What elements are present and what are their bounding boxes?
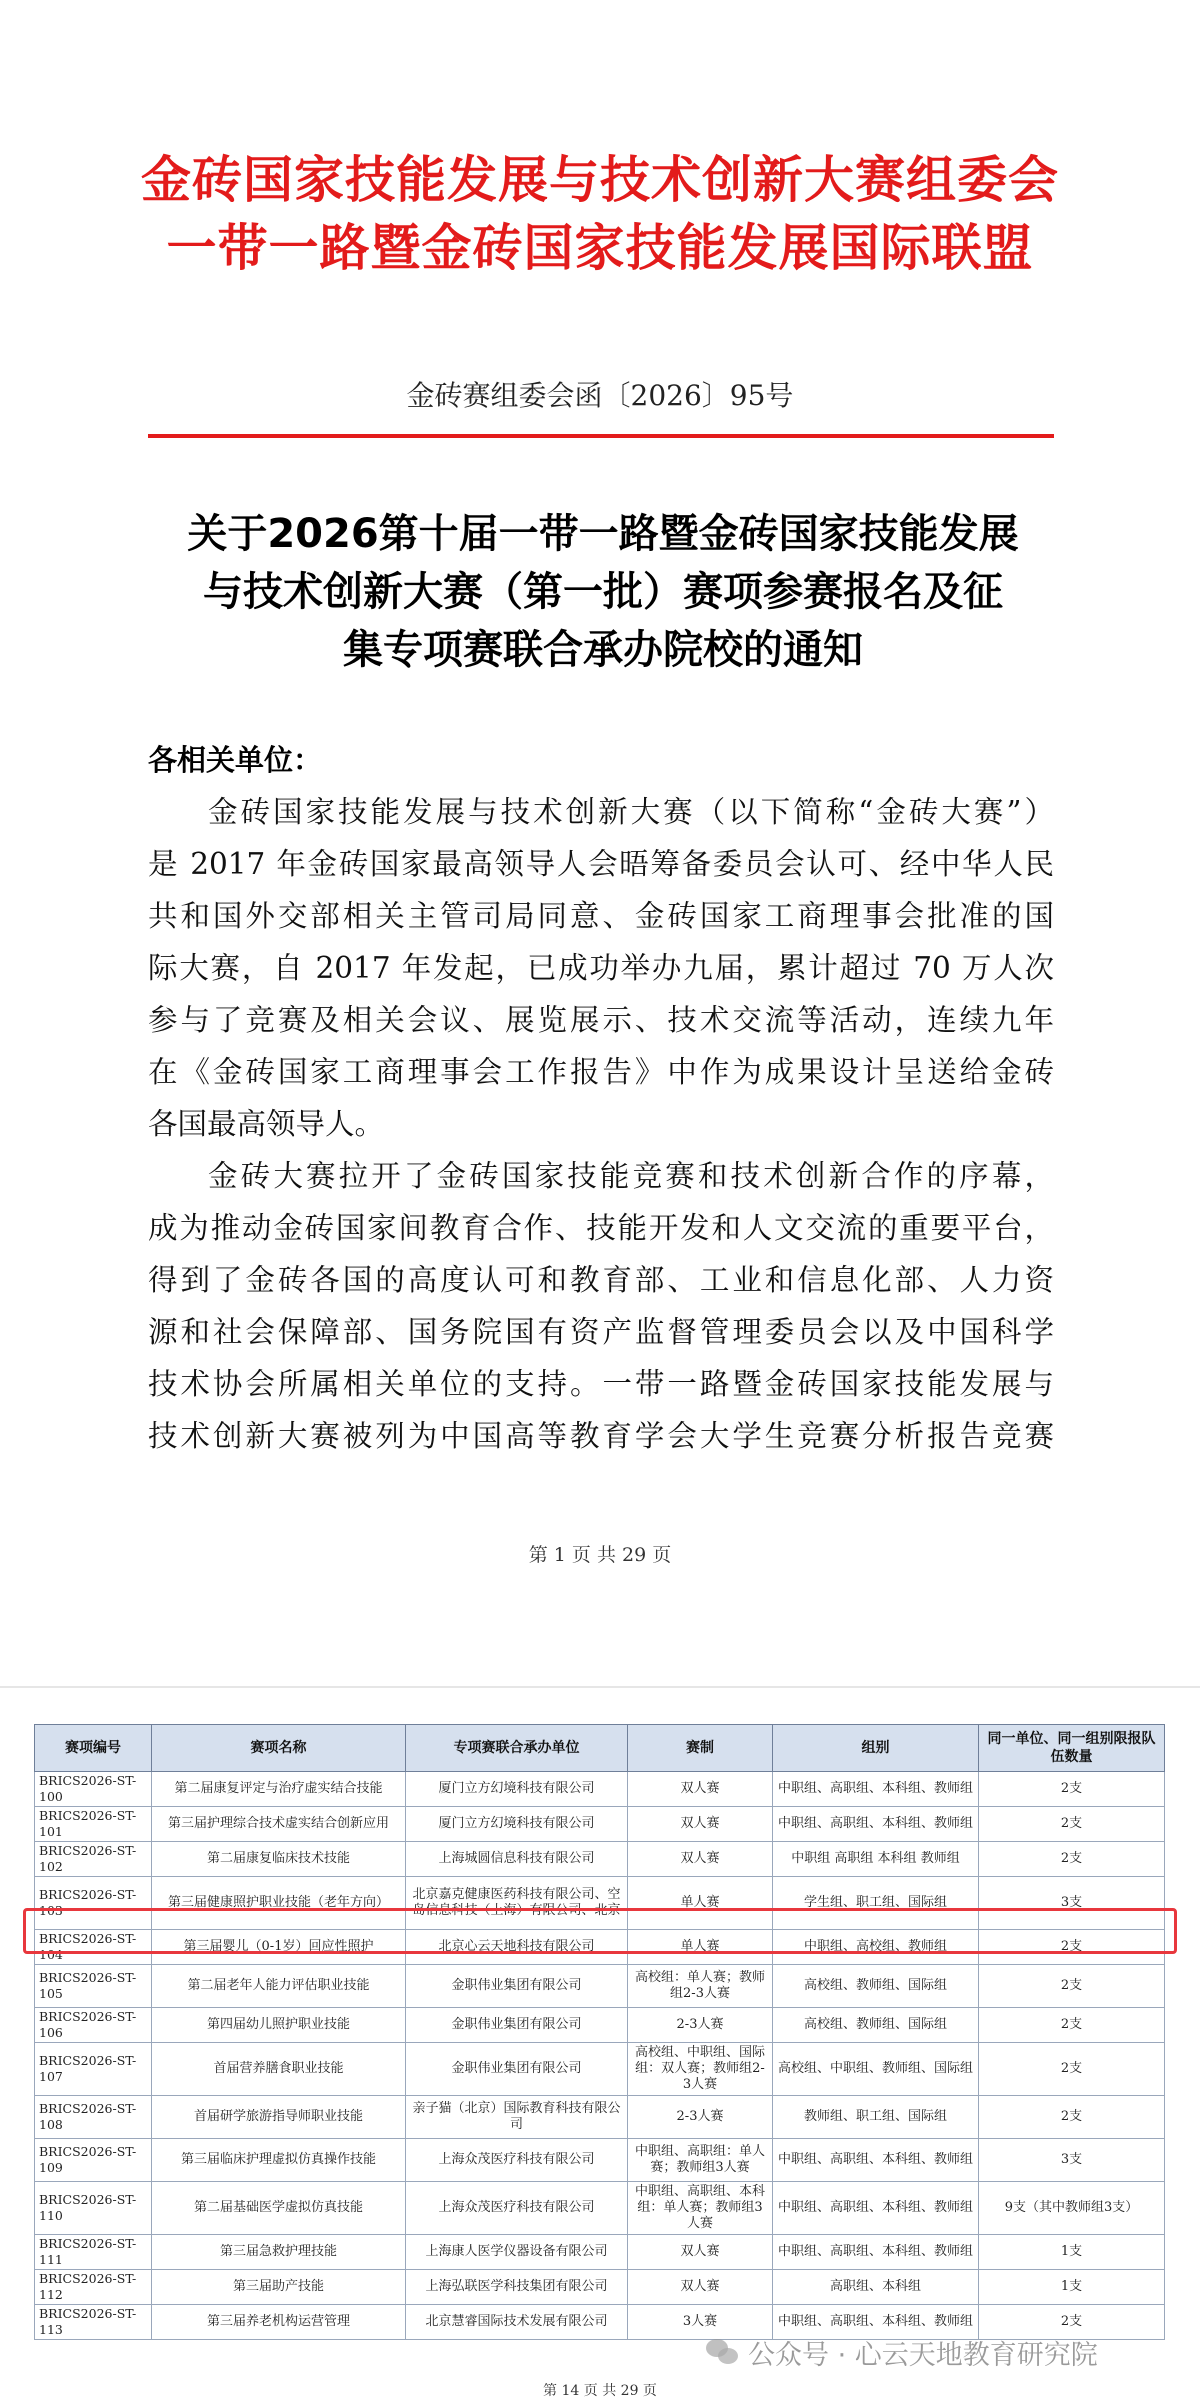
cell-quota: 2支 [979,1965,1165,2008]
table-row [35,2139,1165,2182]
cell-format: 中职组、高职组、本科组：单人赛；教师组3人赛 [628,2182,773,2235]
cell-name: 第二届基础医学虚拟仿真技能 [152,2182,406,2235]
cell-code: BRICS2026-ST-108 [35,2096,152,2139]
cell-quota: 1支 [979,2235,1165,2270]
body-line: 共和国外交部相关主管司局同意、金砖国家工商理事会批准的国 [148,899,1054,933]
cell-format: 中职组、高职组：单人赛；教师组3人赛 [628,2139,773,2182]
cell-name: 第二届康复评定与治疗虚实结合技能 [152,1772,406,1807]
cell-code: BRICS2026-ST-107 [35,2043,152,2096]
cell-format: 单人赛 [628,1930,773,1965]
table-row [35,2270,1165,2305]
body-line: 技术协会所属相关单位的支持。一带一路暨金砖国家技能发展与 [148,1367,1054,1401]
salutation: 各相关单位： [148,743,323,777]
cell-organizer: 厦门立方幻境科技有限公司 [406,1772,628,1807]
table-row [35,1772,1165,1807]
page-footer-14: 第 14 页 共 29 页 [543,2383,657,2399]
cell-code: BRICS2026-ST-106 [35,2008,152,2043]
issuer-title-line-2: 一带一路暨金砖国家技能发展国际联盟 [166,219,1034,277]
red-divider [148,434,1054,438]
cell-format: 2-3人赛 [628,2096,773,2139]
cell-group: 中职组、高职组、本科组、教师组 [773,2139,979,2182]
cell-quota: 2支 [979,2008,1165,2043]
cell-code: BRICS2026-ST-111 [35,2235,152,2270]
cell-format: 高校组：单人赛；教师组2-3人赛 [628,1965,773,2008]
competition-table-page [34,1724,1164,2340]
wechat-icon [706,2337,740,2367]
cell-organizer: 金职伟业集团有限公司 [406,2008,628,2043]
cell-organizer: 上海众茂医疗科技有限公司 [406,2182,628,2235]
cell-format: 双人赛 [628,1842,773,1877]
table-row [35,2008,1165,2043]
cell-format: 3人赛 [628,2305,773,2340]
cell-organizer: 上海城圆信息科技有限公司 [406,1842,628,1877]
cell-group: 中职组、高职组、本科组、教师组 [773,2235,979,2270]
cell-code: BRICS2026-ST-113 [35,2305,152,2340]
cell-format: 高校组、中职组、国际组：双人赛；教师组2-3人赛 [628,2043,773,2096]
table-row [35,1842,1165,1877]
cell-name: 第三届临床护理虚拟仿真操作技能 [152,2139,406,2182]
header-organizer: 专项赛联合承办单位 [406,1725,628,1772]
cell-quota: 2支 [979,2305,1165,2340]
body-line: 各国最高领导人。 [148,1107,385,1141]
cell-quota: 2支 [979,1807,1165,1842]
cell-format: 单人赛 [628,1877,773,1930]
cell-organizer: 厦门立方幻境科技有限公司 [406,1807,628,1842]
cell-group: 学生组、职工组、国际组 [773,1877,979,1930]
body-line: 得到了金砖各国的高度认可和教育部、工业和信息化部、人力资 [148,1263,1054,1297]
cell-group: 中职组 高职组 本科组 教师组 [773,1842,979,1877]
notice-title-line-2: 与技术创新大赛（第一批）赛项参赛报名及征 [203,569,1003,615]
issuer-title-line-1: 金砖国家技能发展与技术创新大赛组委会 [141,151,1059,209]
cell-quota: 9支（其中教师组3支） [979,2182,1165,2235]
cell-name: 第三届健康照护职业技能（老年方向） [152,1877,406,1930]
cell-quota: 2支 [979,2096,1165,2139]
cell-group: 教师组、职工组、国际组 [773,2096,979,2139]
cell-group: 中职组、高校组、教师组 [773,1930,979,1965]
cell-code: BRICS2026-ST-102 [35,1842,152,1877]
cell-code: BRICS2026-ST-105 [35,1965,152,2008]
table-row [35,2096,1165,2139]
notice-title-line-3: 集专项赛联合承办院校的通知 [343,627,863,673]
cell-name: 首届营养膳食职业技能 [152,2043,406,2096]
cell-quota: 3支 [979,1877,1165,1930]
highlight-box [23,1908,1177,1954]
table-row [35,2182,1165,2235]
cell-format: 2-3人赛 [628,2008,773,2043]
competition-table [34,1724,1165,2340]
cell-code: BRICS2026-ST-112 [35,2270,152,2305]
body-line: 金砖大赛拉开了金砖国家技能竞赛和技术创新合作的序幕， [208,1159,1054,1193]
cell-name: 第三届养老机构运营管理 [152,2305,406,2340]
cell-organizer: 北京心云天地科技有限公司 [406,1930,628,1965]
cell-name: 第三届婴儿（0-1岁）回应性照护 [152,1930,406,1965]
cell-quota: 2支 [979,1930,1165,1965]
cell-code: BRICS2026-ST-101 [35,1807,152,1842]
cell-format: 双人赛 [628,2235,773,2270]
body-line: 参与了竞赛及相关会议、展览展示、技术交流等活动，连续九年 [148,1003,1054,1037]
cell-group: 高校组、中职组、教师组、国际组 [773,2043,979,2096]
cell-name: 第四届幼儿照护职业技能 [152,2008,406,2043]
table-header-row [35,1725,1165,1772]
cell-quota: 3支 [979,2139,1165,2182]
body-line: 成为推动金砖国家间教育合作、技能开发和人文交流的重要平台， [148,1211,1054,1245]
cell-group: 中职组、高职组、本科组、教师组 [773,2182,979,2235]
header-name: 赛项名称 [152,1725,406,1772]
cell-code: BRICS2026-ST-109 [35,2139,152,2182]
cell-organizer: 亲子猫（北京）国际教育科技有限公司 [406,2096,628,2139]
cell-quota: 2支 [979,1772,1165,1807]
cell-format: 双人赛 [628,1807,773,1842]
table-row [35,2235,1165,2270]
body-line: 在《金砖国家工商理事会工作报告》中作为成果设计呈送给金砖 [148,1055,1054,1089]
cell-code: BRICS2026-ST-103 [35,1877,152,1930]
body-line: 技术创新大赛被列为中国高等教育学会大学生竞赛分析报告竞赛 [148,1419,1054,1453]
cell-group: 中职组、高职组、本科组、教师组 [773,1807,979,1842]
table-row [35,1965,1165,2008]
cell-group: 高校组、教师组、国际组 [773,1965,979,2008]
cell-name: 第三届急救护理技能 [152,2235,406,2270]
cell-name: 第二届康复临床技术技能 [152,1842,406,1877]
cell-format: 双人赛 [628,2270,773,2305]
header-group: 组别 [773,1725,979,1772]
cell-organizer: 北京慧睿国际技术发展有限公司 [406,2305,628,2340]
header-format: 赛制 [628,1725,773,1772]
cell-name: 首届研学旅游指导师职业技能 [152,2096,406,2139]
cell-quota: 1支 [979,2270,1165,2305]
document-number: 金砖赛组委会函〔2026〕95号 [406,379,794,412]
body-line: 际大赛，自 2017 年发起，已成功举办九届，累计超过 70 万人次 [148,951,1054,985]
page-separator [0,1686,1200,1688]
header-code: 赛项编号 [35,1725,152,1772]
cell-group: 高校组、教师组、国际组 [773,2008,979,2043]
watermark-text: 公众号 · 心云天地教育研究院 [748,2339,1098,2371]
cell-code: BRICS2026-ST-104 [35,1930,152,1965]
cell-name: 第二届老年人能力评估职业技能 [152,1965,406,2008]
cell-organizer: 金职伟业集团有限公司 [406,1965,628,2008]
cell-code: BRICS2026-ST-100 [35,1772,152,1807]
table-row [35,2043,1165,2096]
watermark [706,2332,1098,2372]
cell-group: 高职组、本科组 [773,2270,979,2305]
cell-organizer: 金职伟业集团有限公司 [406,2043,628,2096]
cell-organizer: 上海康人医学仪器设备有限公司 [406,2235,628,2270]
cell-code: BRICS2026-ST-110 [35,2182,152,2235]
cell-group: 中职组、高职组、本科组、教师组 [773,2305,979,2340]
table-row [35,1807,1165,1842]
cell-organizer: 上海众茂医疗科技有限公司 [406,2139,628,2182]
page-footer-1: 第 1 页 共 29 页 [528,1544,672,1566]
notice-title-line-1: 关于2026第十届一带一路暨金砖国家技能发展 [187,511,1019,557]
cell-quota: 2支 [979,2043,1165,2096]
cell-group: 中职组、高职组、本科组、教师组 [773,1772,979,1807]
body-line: 源和社会保障部、国务院国有资产监督管理委员会以及中国科学 [148,1315,1054,1349]
cell-organizer: 北京嘉克健康医药科技有限公司、空岛信息科技（上海）有限公司、北京 [406,1877,628,1930]
header-quota: 同一单位、同一组别限报队伍数量 [979,1725,1165,1772]
body-line: 金砖国家技能发展与技术创新大赛（以下简称“金砖大赛”） [208,795,1054,829]
body-line: 是 2017 年金砖国家最高领导人会晤筹备委员会认可、经中华人民 [148,847,1054,881]
cell-name: 第三届助产技能 [152,2270,406,2305]
cell-organizer: 上海弘联医学科技集团有限公司 [406,2270,628,2305]
cell-format: 双人赛 [628,1772,773,1807]
cell-quota: 2支 [979,1842,1165,1877]
cell-name: 第三届护理综合技术虚实结合创新应用 [152,1807,406,1842]
